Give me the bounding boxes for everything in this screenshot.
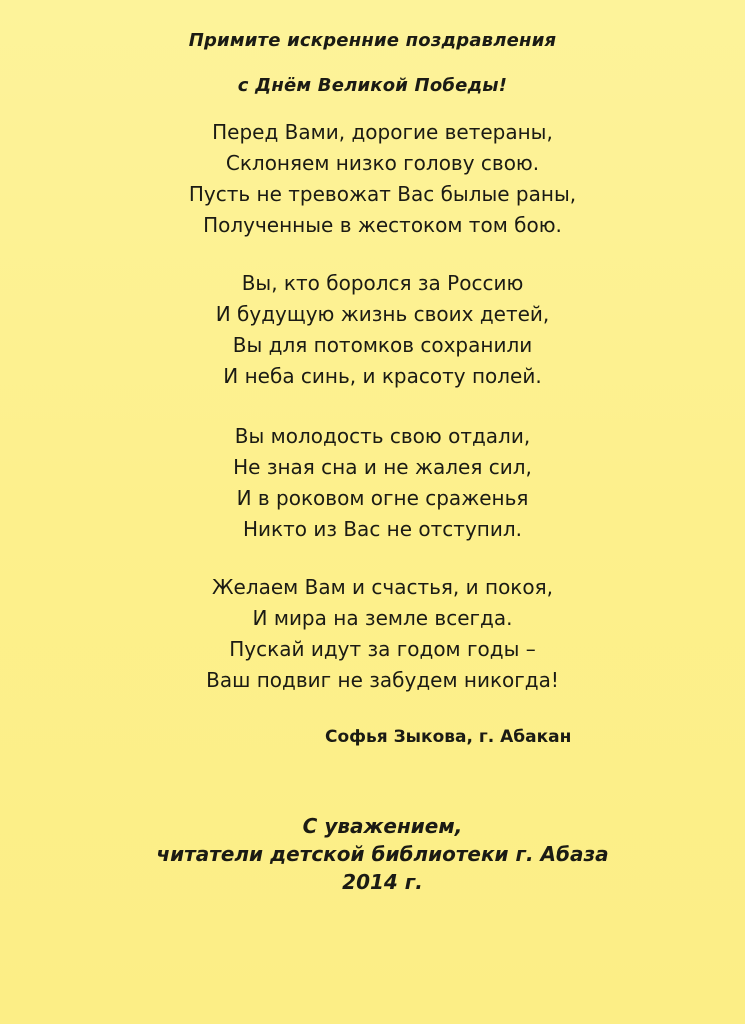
poem-line: Пускай идут за годом годы – bbox=[229, 637, 536, 661]
poem-line: Полученные в жестоком том бою. bbox=[203, 213, 562, 237]
poem-line: И неба синь, и красоту полей. bbox=[223, 364, 542, 388]
poem-line: Никто из Вас не отступил. bbox=[242, 517, 522, 541]
poem-line: Пусть не тревожат Вас былые раны, bbox=[188, 182, 577, 206]
poem-stanza-1 bbox=[0, 117, 745, 241]
closing-year: 2014 г. bbox=[342, 870, 423, 894]
poem-line: Желаем Вам и счастья, и покоя, bbox=[211, 575, 554, 599]
poem-author: Софья Зыкова, г. Абакан bbox=[325, 727, 572, 747]
poem-stanza-2 bbox=[0, 268, 745, 392]
poem-line: И в роковом огне сраженья bbox=[236, 486, 529, 510]
poem-line: Вы, кто боролся за Россию bbox=[241, 271, 524, 295]
poem-line: Перед Вами, дорогие ветераны, bbox=[212, 120, 553, 144]
poem-line: И будущую жизнь своих детей, bbox=[215, 302, 550, 326]
poem-line: Вы для потомков сохранили bbox=[232, 333, 533, 357]
greeting-heading-line-2: с Днём Великой Победы! bbox=[237, 75, 508, 96]
poem-stanza-3 bbox=[0, 421, 745, 545]
poem-line: Ваш подвиг не забудем никогда! bbox=[206, 668, 559, 692]
poem-stanza-4 bbox=[0, 572, 745, 696]
greeting-heading-line-1: Примите искренние поздравления bbox=[188, 30, 557, 51]
poem-line: И мира на земле всегда. bbox=[252, 606, 513, 630]
closing-regards: С уважением, bbox=[302, 814, 463, 838]
poem-line: Вы молодость свою отдали, bbox=[234, 424, 531, 448]
poem-line: Склоняем низко голову свою. bbox=[225, 151, 540, 175]
closing-signature: читатели детской библиотеки г. Абаза bbox=[156, 842, 609, 866]
poem-line: Не зная сна и не жалея сил, bbox=[233, 455, 532, 479]
